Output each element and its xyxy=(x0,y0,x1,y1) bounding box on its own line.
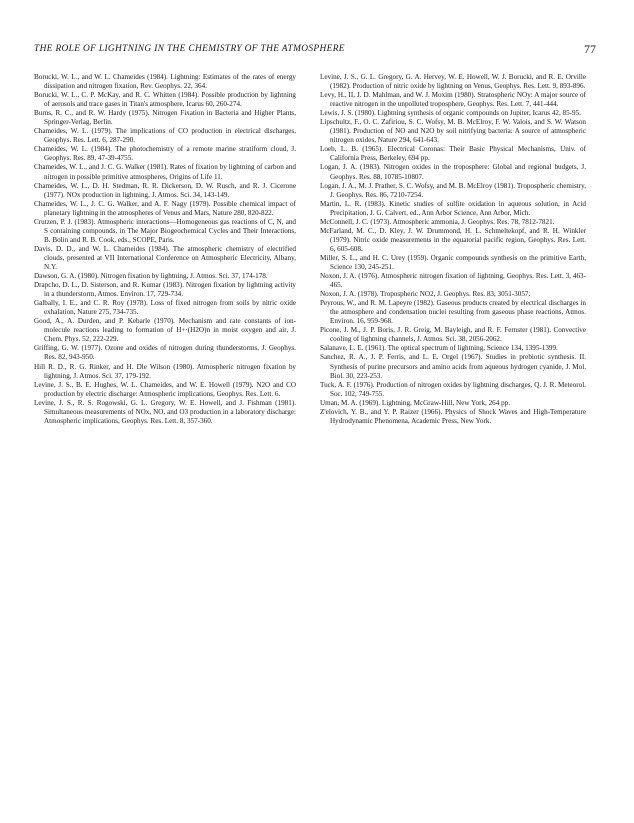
reference-entry: Levy, H., II, J. D. Mahlman, and W. J. Moxim (1980). Stratospheric NOy: A major source of reactive nitrogen in the unpolluted troposphere, Geophys. Res. Lett. 7, 441-444. xyxy=(320,91,586,109)
reference-entry: Chameides, W. L. (1979). The implications of CO production in electrical discharges, Geophys. Res. Lett. 6, 287-290. xyxy=(34,127,296,145)
reference-entry: Levine, J. S., G. L. Gregory, G. A. Hervey, W. E. Howell, W. J. Borucki, and R. E. Orville (1982). Production of nitric oxide by lightning on Venus, Geophys. Res. Lett. 9, 893-896. xyxy=(320,73,586,91)
reference-entry: Good, A., A. Durden, and P. Kebarle (1970). Mechanism and rate constants of ion-molecule reactions leading to formation of H+·(H2O)n in moist oxygen and air, J. Chem. Phys. 52, 222-229. xyxy=(34,317,296,344)
reference-entry: Tuck, A. F. (1976). Production of nitrogen oxides by lightning discharges, Q. J. R. Meteorol. Soc. 102, 749-755. xyxy=(320,380,586,398)
reference-entry: Hill R. D., R. G. Rinker, and H. Dle Wilson (1980). Atmospheric nitrogen fixation by lightning, J. Atmos. Sci. 37, 179-192. xyxy=(34,362,296,380)
reference-entry: Burns, R. C., and R. W. Hardy (1975). Nitrogen Fixation in Bacteria and Higher Plants, Springer-Verlag, Berlin. xyxy=(34,109,296,127)
reference-entry: Davis, D. D., and W. L. Chameides (1984). The atmospheric chemistry of electrified clouds, presented at VII International Conference on Atmospheric Electricity, Albany, N.Y. xyxy=(34,244,296,271)
reference-entry: Levine, J. S., R. S. Rogowski, G. L. Gregory, W. E. Howell, and J. Fishman (1981). Simultaneous measurements of NOx, NO, and O3 production in a laboratory discharge: Atmospheric implications, Geophys. Res. Lett. 8, 357-360. xyxy=(34,398,296,425)
reference-entry: Martin, L. R. (1983). Kinetic studies of sulfite oxidation in aqueous solution, in Acid Precipitation, J. G. Calvert, ed., Ann Arbor Science, Ann Arbor, Mich. xyxy=(320,199,586,217)
reference-entry: Peyrous, W., and R. M. Lapeyre (1982). Gaseous products created by electrical discharges in the atmosphere and condensation nuclei resulting from gaseous phase reactions, Atmos. Environ. 16, 959-968. xyxy=(320,299,586,326)
reference-entry: Loeb, L. B. (1965). Electrical Coronas: Their Basic Physical Mechanisms, Univ. of California Press, Berkeley, 694 pp. xyxy=(320,145,586,163)
reference-entry: Crutzen, P. J. (1983). Atmospheric interactions—Homogeneous gas reactions of C, N, and S containing compounds, in The Major Biogeochemical Cycles and Their Interactions, B. Bolin and R. B. Cook, eds., SCOPE, Paris. xyxy=(34,217,296,244)
reference-entry: Picone, J. M., J. P. Boris, J. R. Greig, M. Bayleigh, and R. F. Fernster (1981). Convective cooling of lightning channels, J. Atmos. Sci. 38, 2056-2062. xyxy=(320,326,586,344)
reference-entry: Chameides, W. L. (1984). The photochemistry of a remote marine stratiform cloud, J. Geophys. Res. 89, 47-39-4755. xyxy=(34,145,296,163)
reference-entry: Noxon, J. A. (1976). Atmospheric nitrogen fixation of lightning, Geophys. Res. Lett. 3, 463-465. xyxy=(320,272,586,290)
reference-entry: Chameides, W. L., D. H. Stedman, R. R. Dickerson, D. W. Rusch, and R. J. Cicerone (1977). NOx production in lightning, J. Atmos. Sci. 34, 143-149. xyxy=(34,181,296,199)
reference-entry: Levine, J. S., B. E. Hughes, W. L. Chameides, and W. E. Howell (1979). N2O and CO production by electric discharge: Atmospheric implications, Geophys. Res. Lett. 6. xyxy=(34,380,296,398)
running-title: THE ROLE OF LIGHTNING IN THE CHEMISTRY OF THE ATMOSPHERE xyxy=(34,44,345,54)
reference-entry: McFarland, M. C., D. Kley, J. W. Drummond, H. L. Schmeltekopf, and R. H. Winkler (1979). Nitric oxide measurements in the equatorial pacific region, Geophys. Res. Lett. 6, 605-608. xyxy=(320,226,586,253)
reference-entry: Drapcho, D. L., D. Sisterson, and R. Kumar (1983). Nitrogen fixation by lightning activity in a thunderstorm, Atmos. Environ. 17, 729-734. xyxy=(34,281,296,299)
page-number: 77 xyxy=(584,42,596,56)
reference-entry: Borucki, W. L., C. P. McKay, and R. C. Whitten (1984). Possible production by lightning of aerosols and trace gases in Titan's atmosphere, Icarus 60, 260-274. xyxy=(34,91,296,109)
reference-entry: Borucki, W. L., and W. L. Chameides (1984). Lightning: Estimates of the rates of energy dissipation and nitrogen fixation, Rev. Geophys. 22, 364. xyxy=(34,73,296,91)
reference-entry: Lipschultz, F., O. C. Zafiriou, S. C. Wofsy, M. B. McElroy, F. W. Valois, and S. W. Watson (1981). Production of NO and N2O by soil nitrifying bacteria: A source of atmospheric nitrogen oxides, Nature 294, 641-643. xyxy=(320,118,586,145)
reference-entry: Dawson, G. A. (1980). Nitrogen fixation by lightning, J. Atmos. Sci. 37, 174-178. xyxy=(34,272,268,281)
reference-entry: Chameides, W. L., J. C. G. Walker, and A. F. Nagy (1979). Possible chemical impact of planetary lightning in the atmospheres of Venus and Mars, Nature 280, 820-822. xyxy=(34,199,296,217)
reference-entry: Chameides, W. L., and J. C. G. Walker (1981). Rates of fixation by lightning of carbon and nitrogen in possible primitive atmospheres, Origins of Life 11. xyxy=(34,163,296,181)
references-left-column xyxy=(34,73,296,426)
reference-entry: Griffing, G. W. (1977). Ozone and oxides of nitrogen during thunderstorms, J. Geophys. Res. 82, 943-950. xyxy=(34,344,296,362)
reference-entry: Lewis, J. S. (1980). Lightning synthesis of organic compounds on Jupiter, Icarus 42, 85-95. xyxy=(320,109,581,118)
reference-entry: Miller, S. L., and H. C. Urey (1959). Organic compounds synthesis on the primitive Earth, Science 130, 245-251. xyxy=(320,253,586,271)
reference-entry: Galbally, I. E., and C. R. Roy (1978). Loss of fixed nitrogen from soils by nitric oxide exhalation, Nature 275, 734-735. xyxy=(34,299,296,317)
reference-entry: Logan, J. A. (1983). Nitrogen oxides in the troposphere: Global and regional budgets, J. Geophys. Res. 88, 10785-10807. xyxy=(320,163,586,181)
reference-entry: Logan, J. A., M. J. Prather, S. C. Wofsy, and M. B. McElroy (1981). Tropospheric chemistry, J. Geophys. Res. 86, 7210-7254. xyxy=(320,181,586,199)
reference-entry: Sanchez, R. A., J. P. Ferris, and L. E. Orgel (1967). Studies in prebiotic synthesis. II. Synthesis of purine precursors and amino acids from aqueous hydrogen cyanide, J. Mol. Biol. 30, 223-253. xyxy=(320,353,586,380)
reference-entry: McConnell, J. C. (1973). Atmospheric ammonia, J. Geophys. Res. 78, 7812-7821. xyxy=(320,217,555,226)
reference-entry: Z'elovich, Y. B., and Y. P. Raizer (1966). Physics of Shock Waves and High-Temperature Hydrodynamic Phenomena, Academic Press, New York. xyxy=(320,407,586,425)
reference-entry: Salanave, L. E. (1961). The optical spectrum of lightning, Science 134, 1395-1399. xyxy=(320,344,558,353)
references-right-column xyxy=(320,73,586,426)
reference-entry: Noxon, J. A. (1978). Tropospheric NO2, J. Geophys. Res. 83, 3051-3057. xyxy=(320,290,531,299)
running-header xyxy=(34,44,596,58)
reference-entry: Uman, M. A. (1969). Lightning, McGraw-Hill, New York, 264 pp. xyxy=(320,398,511,407)
